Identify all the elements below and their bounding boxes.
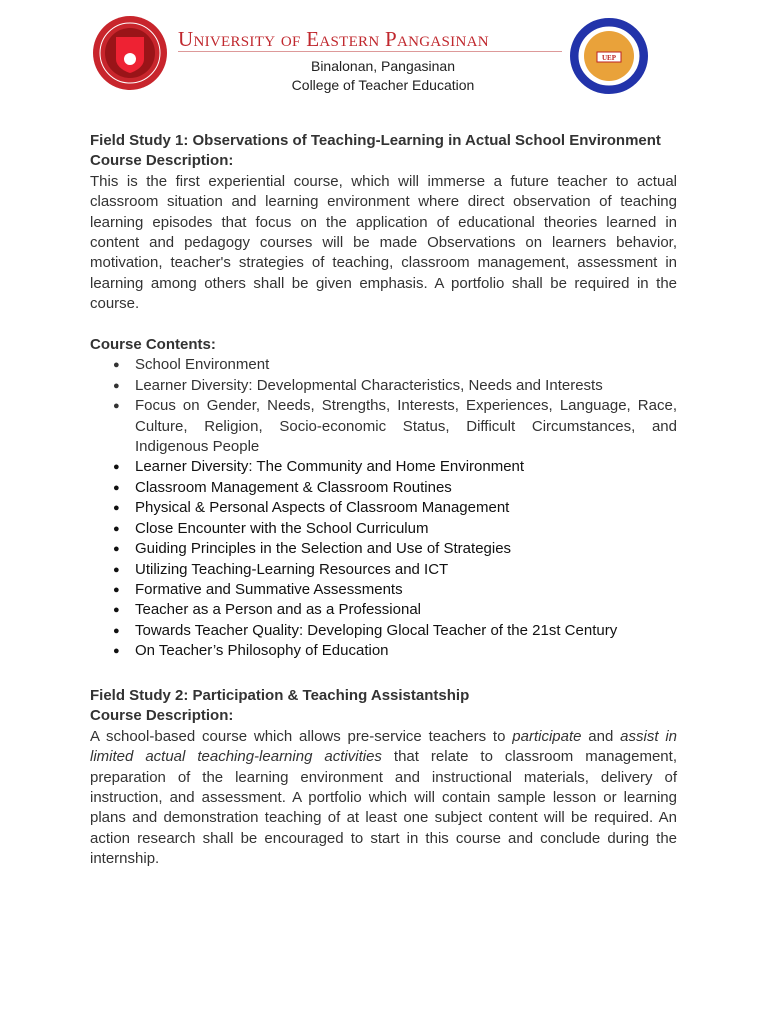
university-name: University of Eastern Pangasinan — [178, 27, 562, 52]
list-item: ● On Teacher’s Philosophy of Education — [135, 641, 677, 661]
list-item: ● Guiding Principles in the Selection and Use of Strategies — [135, 539, 677, 559]
list-item: ● Teacher as a Person and as a Professional — [135, 600, 677, 620]
list-item: ● Close Encounter with the School Curriculum — [135, 519, 677, 539]
list-item: ● Towards Teacher Quality: Developing Glocal Teacher of the 21st Century — [135, 621, 677, 641]
text: and — [581, 727, 621, 745]
list-item: ● School Environment — [135, 355, 677, 375]
list-item: ● Classroom Management & Classroom Routines — [135, 478, 677, 498]
list-item: ● Formative and Summative Assessments — [135, 580, 677, 600]
fs1-contents-list — [90, 355, 677, 661]
university-seal-logo — [92, 15, 168, 91]
list-item: ● Physical & Personal Aspects of Classroom Management — [135, 498, 677, 518]
college-name: College of Teacher Education — [291, 77, 475, 93]
fs2-description — [90, 727, 677, 870]
fs2-desc-label: Course Description: — [90, 707, 234, 725]
svg-text:UEP: UEP — [602, 54, 616, 62]
fs1-description: This is the first experiential course, which will immerse a future teacher to actual classroom situation and learning environment where direct observation of teaching learning episodes that focus on the application of educational theories learned in content and pedagogy courses will be made Observations on learners behavior, motivation, teacher's strategies of teaching, classroom management, assessment in learning among others shall be given emphasis. A portfolio shall be required in the course. — [90, 172, 677, 313]
list-item: ● Utilizing Teaching-Learning Resources and ICT — [135, 560, 677, 580]
emphasis: participate — [512, 727, 582, 745]
list-item: ● Learner Diversity: Developmental Characteristics, Needs and Interests — [135, 376, 677, 396]
list-item: ● Focus on Gender, Needs, Strengths, Interests, Experiences, Language, Race, Culture, Religion, Socio-economic Status, Difficult Circumstances, and Indigenous People — [135, 396, 677, 457]
text: A school-based course which allows pre-service teachers to — [90, 727, 513, 745]
fs1-desc-label: Course Description: — [90, 152, 234, 170]
emphasis: assist in limited actual teaching-learning activities — [90, 727, 677, 766]
fs1-contents-label: Course Contents: — [90, 336, 216, 354]
college-seal-logo — [570, 18, 648, 94]
list-item: ● Learner Diversity: The Community and Home Environment — [135, 457, 677, 477]
fs2-title: Field Study 2: Participation & Teaching Assistantship — [90, 686, 470, 704]
fs1-title: Field Study 1: Observations of Teaching-Learning in Actual School Environment — [90, 132, 661, 149]
text: that relate to classroom management, preparation of the learning environment and instructional materials, delivery of instruction, and assessment. A portfolio which will contain sample lesson or learning plans and demonstration teaching of at least one subject content will be required. An action research shall be encouraged to start in this course and conclude during the internship. — [90, 748, 677, 868]
location: Binalonan, Pangasinan — [310, 58, 455, 74]
document-body — [90, 131, 677, 870]
